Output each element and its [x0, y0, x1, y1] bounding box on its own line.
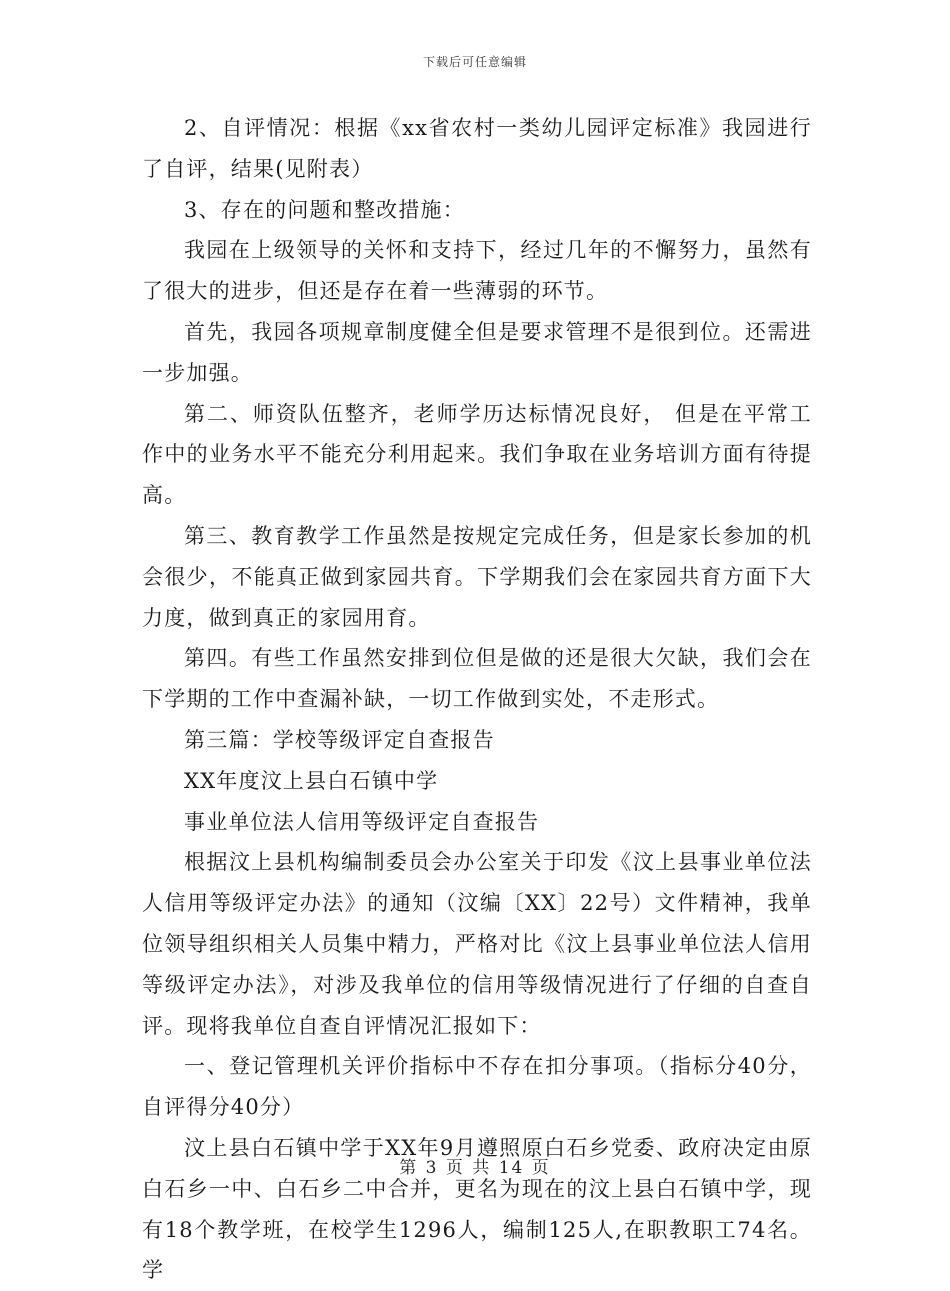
paragraph-registration-score: 一、登记管理机关评价指标中不存在扣分事项。（指标分40分，自评得分40分）	[142, 1054, 812, 1120]
paragraph-problems-heading: 3、存在的问题和整改措施：	[184, 197, 465, 222]
page-header-note: 下载后可任意编辑	[422, 55, 527, 69]
page-number-footer: 第 3 页 共 14 页	[399, 1158, 551, 1178]
paragraph-school-history: 汶上县白石镇中学于XX年9月遵照原白石乡党委、政府决定由原白石乡一中、白石乡二中合并，更名为现在的汶上县白石镇中学，现有18个教学班，在校学生1296人，编制125人,在职教职工74名。学	[142, 1135, 812, 1283]
paragraph-second: 第二、师资队伍整齐，老师学历达标情况良好， 但是在平常工作中的业务水平不能充分利用起来。我们争取在业务培训方面有待提高。	[142, 401, 812, 508]
paragraph-third: 第三、教育教学工作虽然是按规定完成任务，但是家长参加的机会很少，不能真正做到家园共育。下学期我们会在家园共育方面下大力度，做到真正的家园用育。	[142, 523, 812, 630]
report-subtitle: 事业单位法人信用等级评定自查报告	[184, 809, 540, 834]
paragraph-self-evaluation: 2、自评情况：根据《xx省农村一类幼儿园评定标准》我园进行了自评，结果(见附表）	[142, 116, 812, 181]
document-body	[142, 108, 812, 1291]
section-title-chapter-three: 第三篇：学校等级评定自查报告	[184, 727, 495, 752]
report-school-title: XX年度汶上县白石镇中学	[184, 768, 439, 793]
paragraph-fourth: 第四。有些工作虽然安排到位但是做的还是很大欠缺，我们会在下学期的工作中查漏补缺，一切工作做到实处，不走形式。	[142, 646, 812, 712]
paragraph-basis: 根据汶上县机构编制委员会办公室关于印发《汶上县事业单位法人信用等级评定办法》的通知（汶编〔XX〕22号）文件精神，我单位领导组织相关人员集中精力，严格对比《汶上县事业单位法人信用等级评定办法》，对涉及我单位的信用等级情况进行了仔细的自查自评。现将我单位自查自评情况汇报如下：	[142, 850, 812, 1038]
paragraph-first: 首先，我园各项规章制度健全但是要求管理不是很到位。还需进一步加强。	[142, 319, 812, 385]
paragraph-progress: 我园在上级领导的关怀和支持下，经过几年的不懈努力，虽然有了很大的进步，但还是存在着一些薄弱的环节。	[142, 238, 812, 304]
